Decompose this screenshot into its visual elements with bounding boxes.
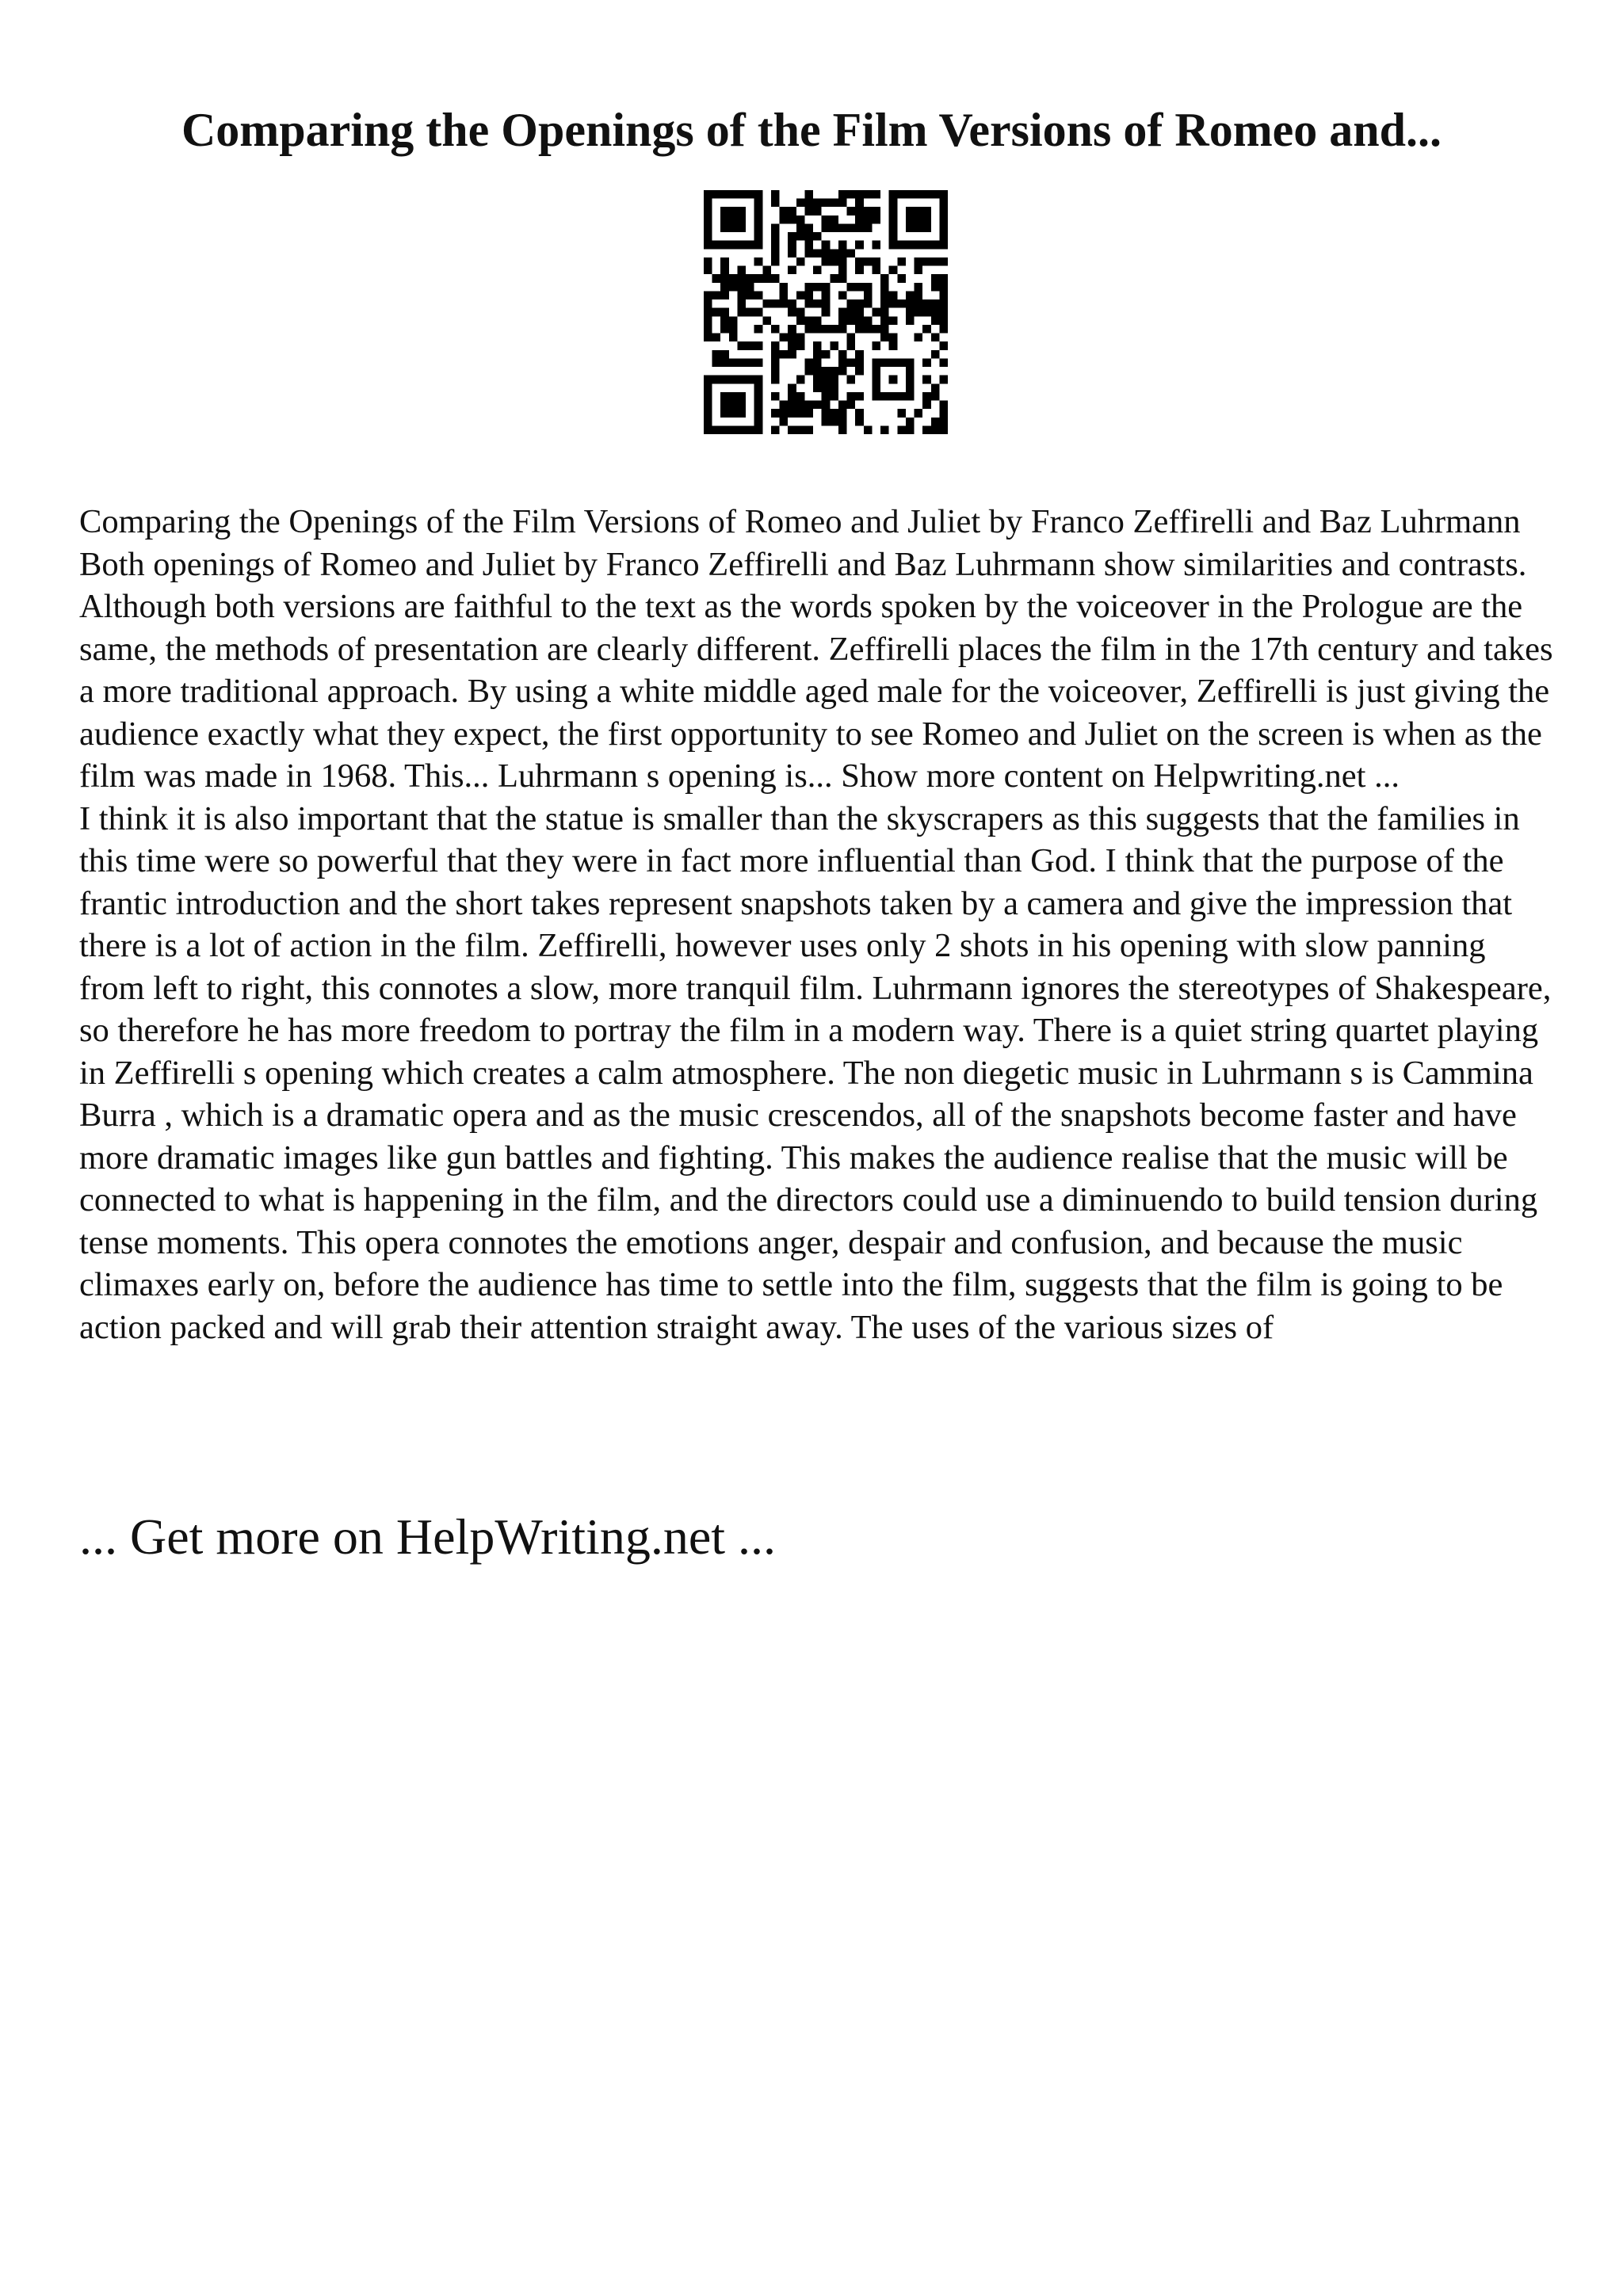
- article-body: [79, 501, 1553, 1348]
- get-more-link[interactable]: ... Get more on HelpWriting.net ...: [79, 1508, 776, 1565]
- qr-code-icon: [704, 190, 948, 434]
- article-paragraph-1: Comparing the Openings of the Film Versions of Romeo and Juliet by Franco Zeffirelli and Baz Luhrmann Both openings of Romeo and Juliet by Franco Zeffirelli and Baz Luhrmann show similarities and contrasts. Although both versions are faithful to the text as the words spoken by the voiceover in the Prologue are the same, the methods of presentation are clearly different. Zeffirelli places the film in the 17th century and takes a more traditional approach. By using a white middle aged male for the voiceover, Zeffirelli is just giving the audience exactly what they expect, the first opportunity to see Romeo and Juliet on the screen is when as the film was made in 1968. This... Luhrmann s opening is... Show more content on Helpwriting.net ...: [79, 503, 1553, 795]
- page-title: Comparing the Openings of the Film Versions of Romeo and...: [181, 104, 1442, 156]
- article-paragraph-2: I think it is also important that the statue is smaller than the skyscrapers as this suggests that the families in this time were so powerful that they were in fact more influential than God. I think that the purpose of the frantic introduction and the short takes represent snapshots taken by a camera and give the impression that there is a lot of action in the film. Zeffirelli, however uses only 2 shots in his opening with slow panning from left to right, this connotes a slow, more tranquil film. Luhrmann ignores the stereotypes of Shakespeare, so therefore he has more freedom to portray the film in a modern way. There is a quiet string quartet playing in Zeffirelli s opening which creates a calm atmosphere. The non diegetic music in Luhrmann s is Cammina Burra , which is a dramatic opera and as the music crescendos, all of the snapshots become faster and have more dramatic images like gun battles and fighting. This makes the audience realise that the music will be connected to what is happening in the film, and the directors could use a diminuendo to build tension during tense moments. This opera connotes the emotions anger, despair and confusion, and because the music climaxes early on, before the audience has time to settle into the film, suggests that the film is going to be action packed and will grab their attention straight away. The uses of the various sizes of: [79, 799, 1552, 1346]
